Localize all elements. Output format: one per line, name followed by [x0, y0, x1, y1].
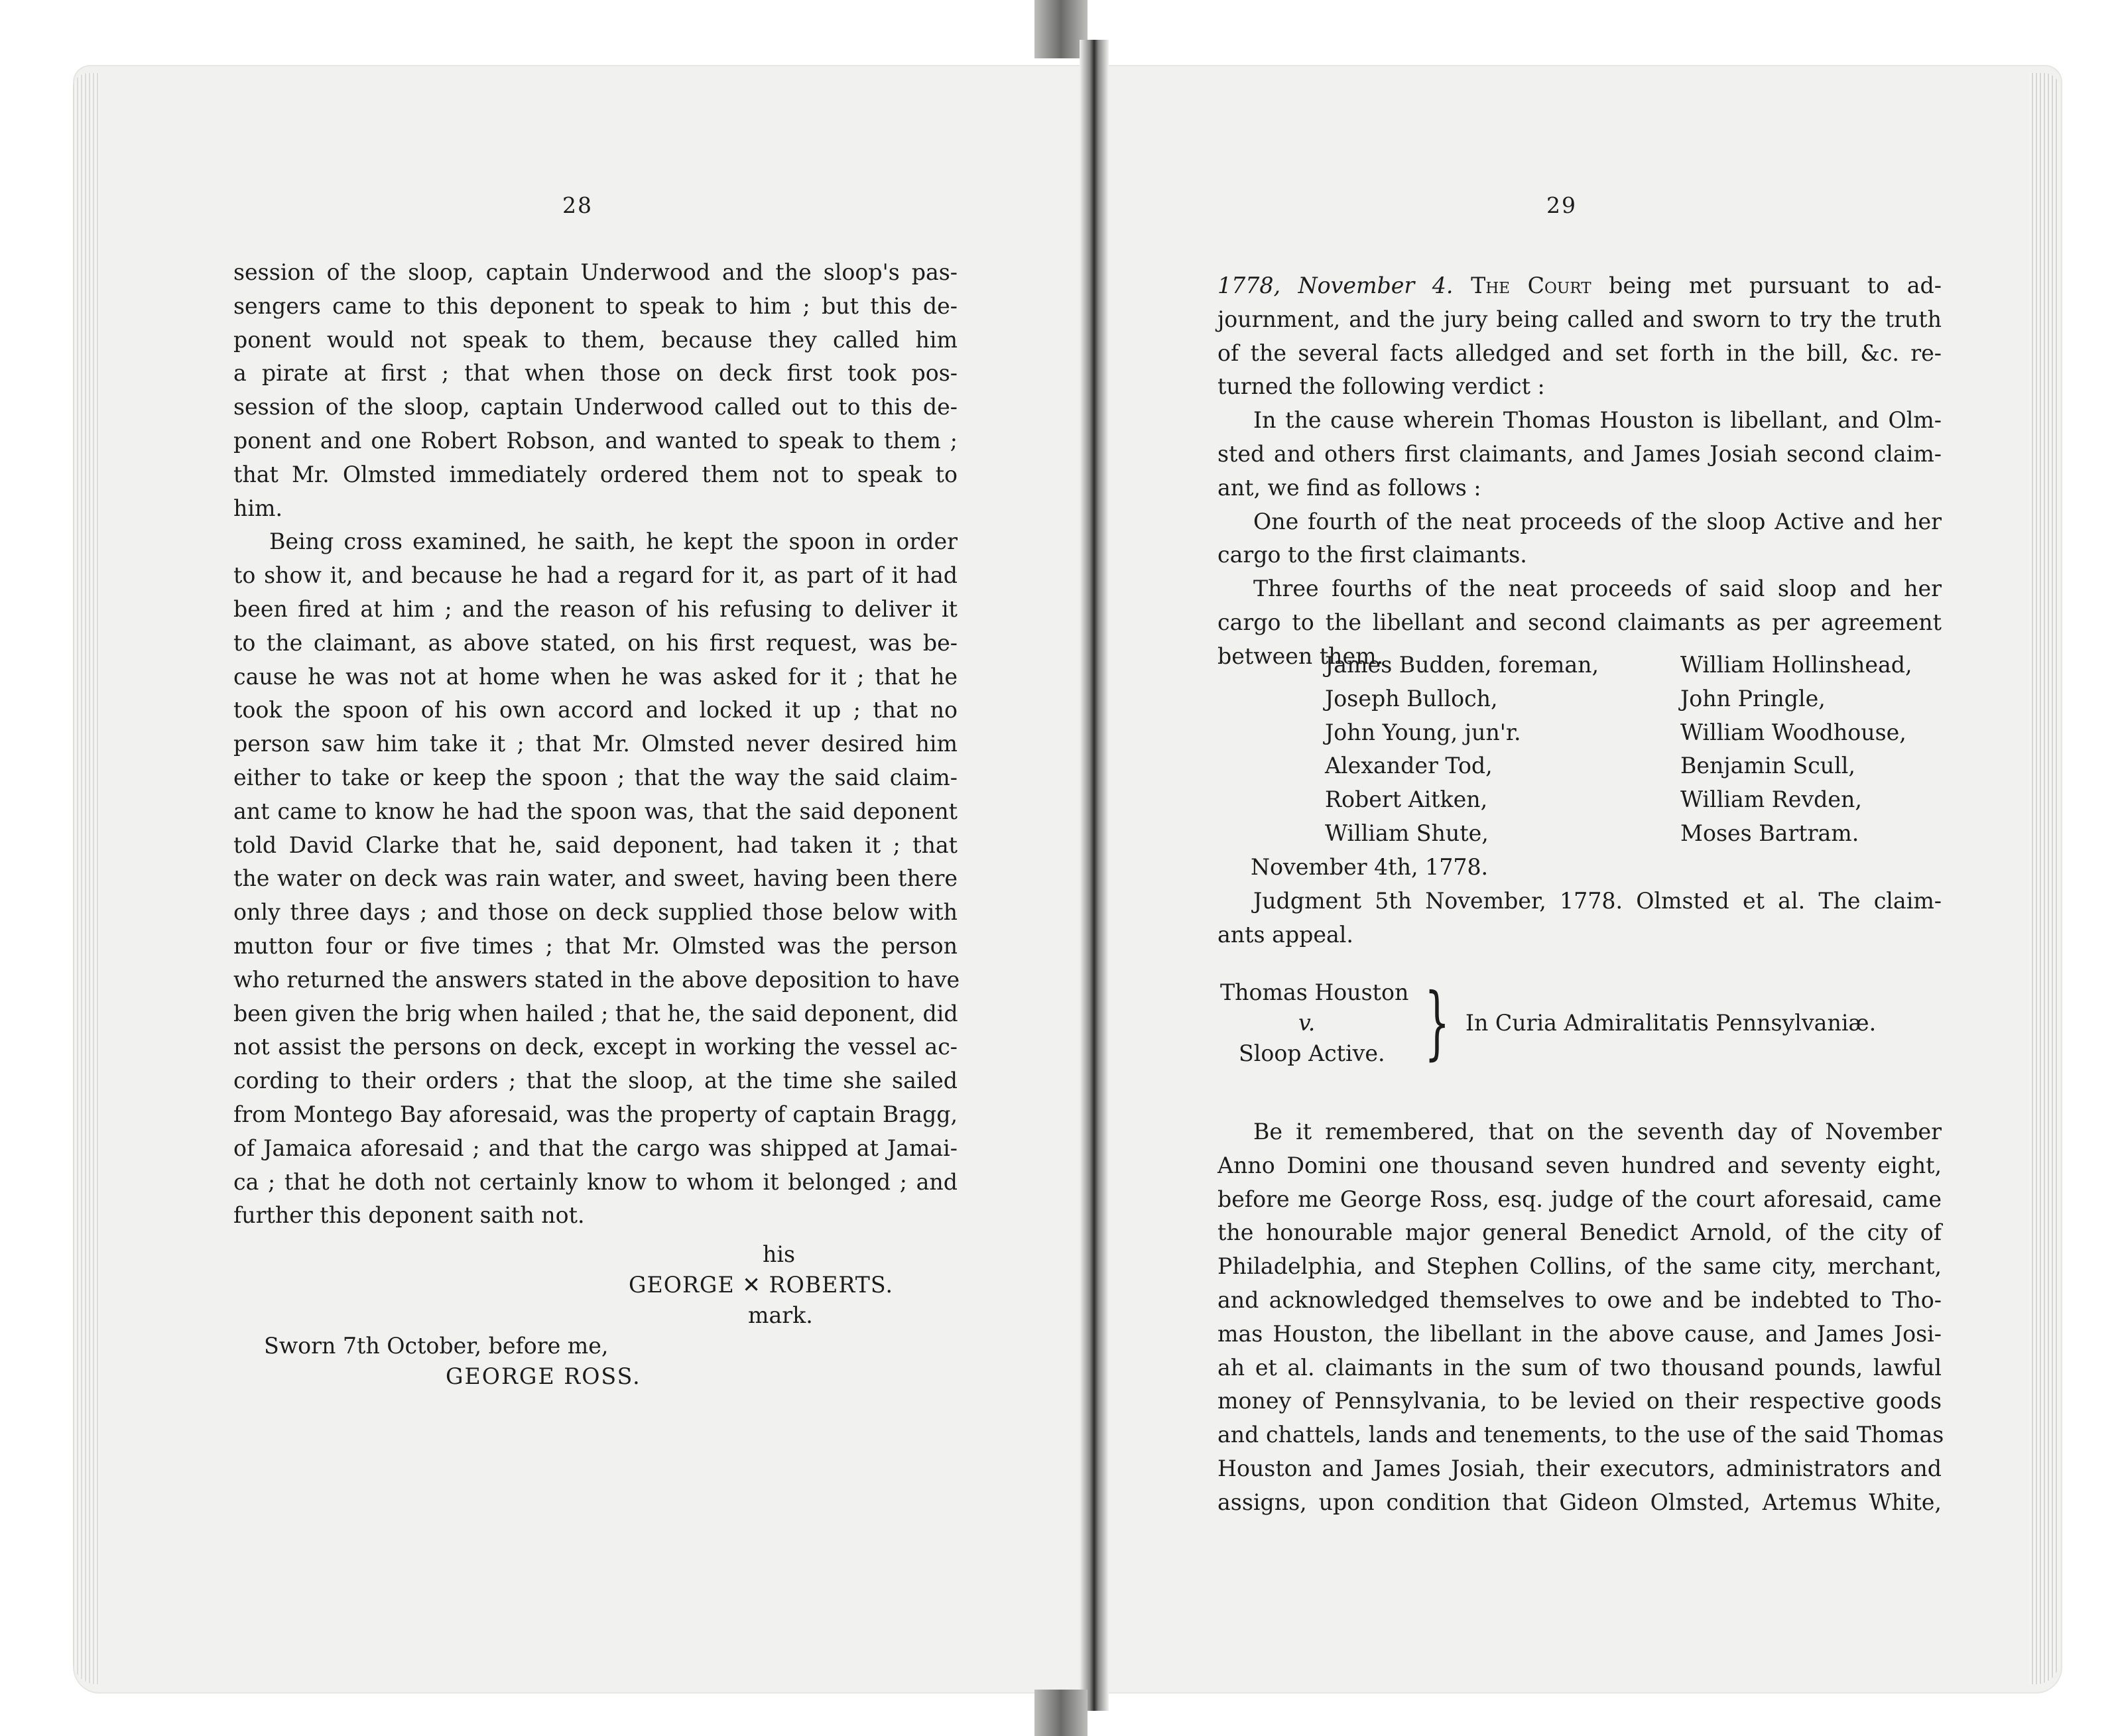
- text-line: to the claimant, as above stated, on his first request, was be-: [233, 629, 958, 656]
- text-line: turned the following verdict :: [1217, 373, 1545, 400]
- text-line: Judgment 5th November, 1778. Olmsted et al. The claim-: [1253, 887, 1942, 914]
- juror: William Shute,: [1325, 820, 1489, 846]
- text-line: person saw him take it ; that Mr. Olmsted never desired him: [233, 731, 958, 757]
- text-line: a pirate at first ; that when those on deck first took pos-: [233, 360, 958, 387]
- verdict-head: The Court: [1471, 273, 1591, 298]
- text-line: to show it, and because he had a regard for it, as part of it had: [233, 562, 958, 589]
- text-line: took the spoon of his own accord and locked it up ; that no: [233, 697, 958, 723]
- text-line: him.: [233, 495, 283, 521]
- text-fragment: being met pursuant to ad-: [1609, 273, 1942, 298]
- page-number-left: 28: [562, 192, 593, 218]
- text-line: before me George Ross, esq. judge of the court aforesaid, came: [1217, 1186, 1942, 1212]
- plaintiff: Thomas Houston: [1220, 979, 1409, 1005]
- juror: William Woodhouse,: [1680, 719, 1906, 745]
- juror: William Hollinshead,: [1680, 652, 1912, 678]
- judge-name: GEORGE ROSS.: [446, 1363, 641, 1389]
- juror-row: [1325, 783, 1935, 817]
- juror: Benjamin Scull,: [1680, 753, 1855, 779]
- juror-row: [1325, 749, 1935, 783]
- text-line: session of the sloop, captain Underwood and the sloop's pas-: [233, 259, 958, 285]
- text-line: mutton four or five times ; that Mr. Olmsted was the person: [233, 932, 958, 959]
- text-line: told David Clarke that he, said deponent, had taken it ; that: [233, 832, 958, 858]
- text-line: who returned the answers stated in the above deposition to have: [233, 966, 960, 993]
- juror: Moses Bartram.: [1680, 820, 1859, 846]
- verdict-dated: November 4th, 1778.: [1251, 854, 1489, 880]
- text-line: and acknowledged themselves to owe and be indebted to Tho-: [1217, 1286, 1942, 1313]
- juror-row: [1325, 817, 1935, 851]
- page-number-right: 29: [1546, 192, 1577, 218]
- right-page-judgment: [1217, 851, 1942, 952]
- text-line: and chattels, lands and tenements, to the use of the said Thomas: [1217, 1422, 1944, 1448]
- text-line: further this deponent saith not.: [233, 1202, 585, 1229]
- text-line: Houston and James Josiah, their executors, administrators and: [1217, 1455, 1942, 1481]
- text-line: ant came to know he had the spoon was, that the said deponent: [233, 798, 958, 824]
- text-line: that Mr. Olmsted immediately ordered them not to speak to: [233, 461, 958, 487]
- juror: William Revden,: [1680, 786, 1862, 813]
- juror: James Budden, foreman,: [1325, 652, 1599, 678]
- text-line: Three fourths of the neat proceeds of said sloop and her: [1253, 576, 1942, 602]
- text-line: One fourth of the neat proceeds of the sloop Active and her: [1253, 508, 1942, 534]
- binding-clip-bottom: [1034, 1690, 1088, 1736]
- text-line: ant, we find as follows :: [1217, 474, 1481, 501]
- text-line: assigns, upon condition that Gideon Olmsted, Artemus White,: [1217, 1489, 1942, 1515]
- text-line: ca ; that he doth not certainly know to whom it belonged ; and: [233, 1168, 958, 1195]
- text-line: mas Houston, the libellant in the above cause, and James Josi-: [1217, 1320, 1942, 1347]
- text-line: ponent and one Robert Robson, and wanted to speak to them ;: [233, 427, 958, 454]
- text-line: journment, and the jury being called and sworn to try the truth: [1217, 306, 1942, 332]
- text-line: between them.: [1217, 643, 1384, 669]
- text-line: cause he was not at home when he was asked for it ; that he: [233, 663, 958, 690]
- text-line: the honourable major general Benedict Arnold, of the city of: [1217, 1219, 1942, 1246]
- court-name: In Curia Admiralitatis Pennsylvaniæ.: [1465, 1010, 1877, 1036]
- signature-his: his: [763, 1241, 796, 1267]
- text-line: Being cross examined, he saith, he kept the spoon in order: [269, 528, 958, 555]
- brace-glyph: }: [1424, 977, 1450, 1069]
- text-line: from Montego Bay aforesaid, was the property of captain Bragg,: [233, 1101, 958, 1127]
- juror-row: [1325, 649, 1935, 682]
- case-parties: [1220, 977, 1408, 1069]
- text-line: session of the sloop, captain Underwood called out to this de-: [233, 394, 958, 420]
- book-gutter: [1080, 40, 1109, 1711]
- jurors-list: [1325, 649, 1935, 851]
- juror: Joseph Bulloch,: [1325, 685, 1498, 712]
- text-line: In the cause wherein Thomas Houston is libellant, and Olm-: [1253, 407, 1942, 434]
- text-line: ants appeal.: [1217, 921, 1353, 948]
- text-line: been fired at him ; and the reason of his refusing to deliver it: [233, 595, 958, 622]
- case-caption: [1220, 977, 1876, 1069]
- text-line: Be it remembered, that on the seventh day of November: [1253, 1119, 1942, 1145]
- text-line: been given the brig when hailed ; that he, the said deponent, did: [233, 1000, 958, 1026]
- text-line: sengers came to this deponent to speak to him ; but this de-: [233, 292, 958, 319]
- right-page-edges: [2029, 73, 2060, 1684]
- text-line: cargo to the libellant and second claimants as per agreement: [1217, 609, 1942, 635]
- juror-row: [1325, 682, 1935, 716]
- defendant: Sloop Active.: [1239, 1040, 1385, 1066]
- text-line: Philadelphia, and Stephen Collins, of the same city, merchant,: [1217, 1253, 1942, 1280]
- text-line: Anno Domini one thousand seven hundred and seventy eight,: [1217, 1152, 1942, 1178]
- signature-mark: mark.: [748, 1302, 813, 1328]
- text-line: cargo to the first claimants.: [1217, 542, 1527, 568]
- text-line: money of Pennsylvania, to be levied on their respective goods: [1217, 1388, 1942, 1414]
- text-line: cording to their orders ; that the sloop, at the time she sailed: [233, 1068, 958, 1094]
- verdict-date: 1778, November 4.: [1217, 273, 1454, 298]
- sworn-line: Sworn 7th October, before me,: [264, 1333, 609, 1359]
- signature-name: GEORGE ✕ ROBERTS.: [629, 1272, 894, 1298]
- versus: v.: [1298, 1010, 1316, 1036]
- juror-row: [1325, 716, 1935, 750]
- juror: John Pringle,: [1680, 685, 1826, 712]
- text-line: the water on deck was rain water, and sweet, having been there: [233, 865, 958, 892]
- text-line: of Jamaica aforesaid ; and that the cargo was shipped at Jamai-: [233, 1135, 958, 1161]
- text-line: ah et al. claimants in the sum of two thousand pounds, lawful: [1217, 1354, 1942, 1381]
- left-page-edges: [73, 73, 99, 1684]
- juror: Robert Aitken,: [1325, 786, 1488, 813]
- text-line: only three days ; and those on deck supplied those below with: [233, 899, 958, 926]
- left-page-text: [233, 256, 958, 1233]
- text-line: not assist the persons on deck, except in working the vessel ac-: [233, 1034, 958, 1060]
- juror: John Young, jun'r.: [1325, 719, 1521, 745]
- text-line: ponent would not speak to them, because they called him: [233, 326, 958, 353]
- text-line: of the several facts alledged and set forth in the bill, &c. re-: [1217, 340, 1942, 366]
- text-line: sted and others first claimants, and James Josiah second claim-: [1217, 440, 1942, 467]
- text-line: either to take or keep the spoon ; that the way the said claim-: [233, 764, 958, 790]
- verdict-first-line: [1217, 269, 1942, 303]
- right-page-bond: [1217, 1115, 1942, 1520]
- right-page-text-top: [1217, 269, 1942, 674]
- juror: Alexander Tod,: [1325, 753, 1493, 779]
